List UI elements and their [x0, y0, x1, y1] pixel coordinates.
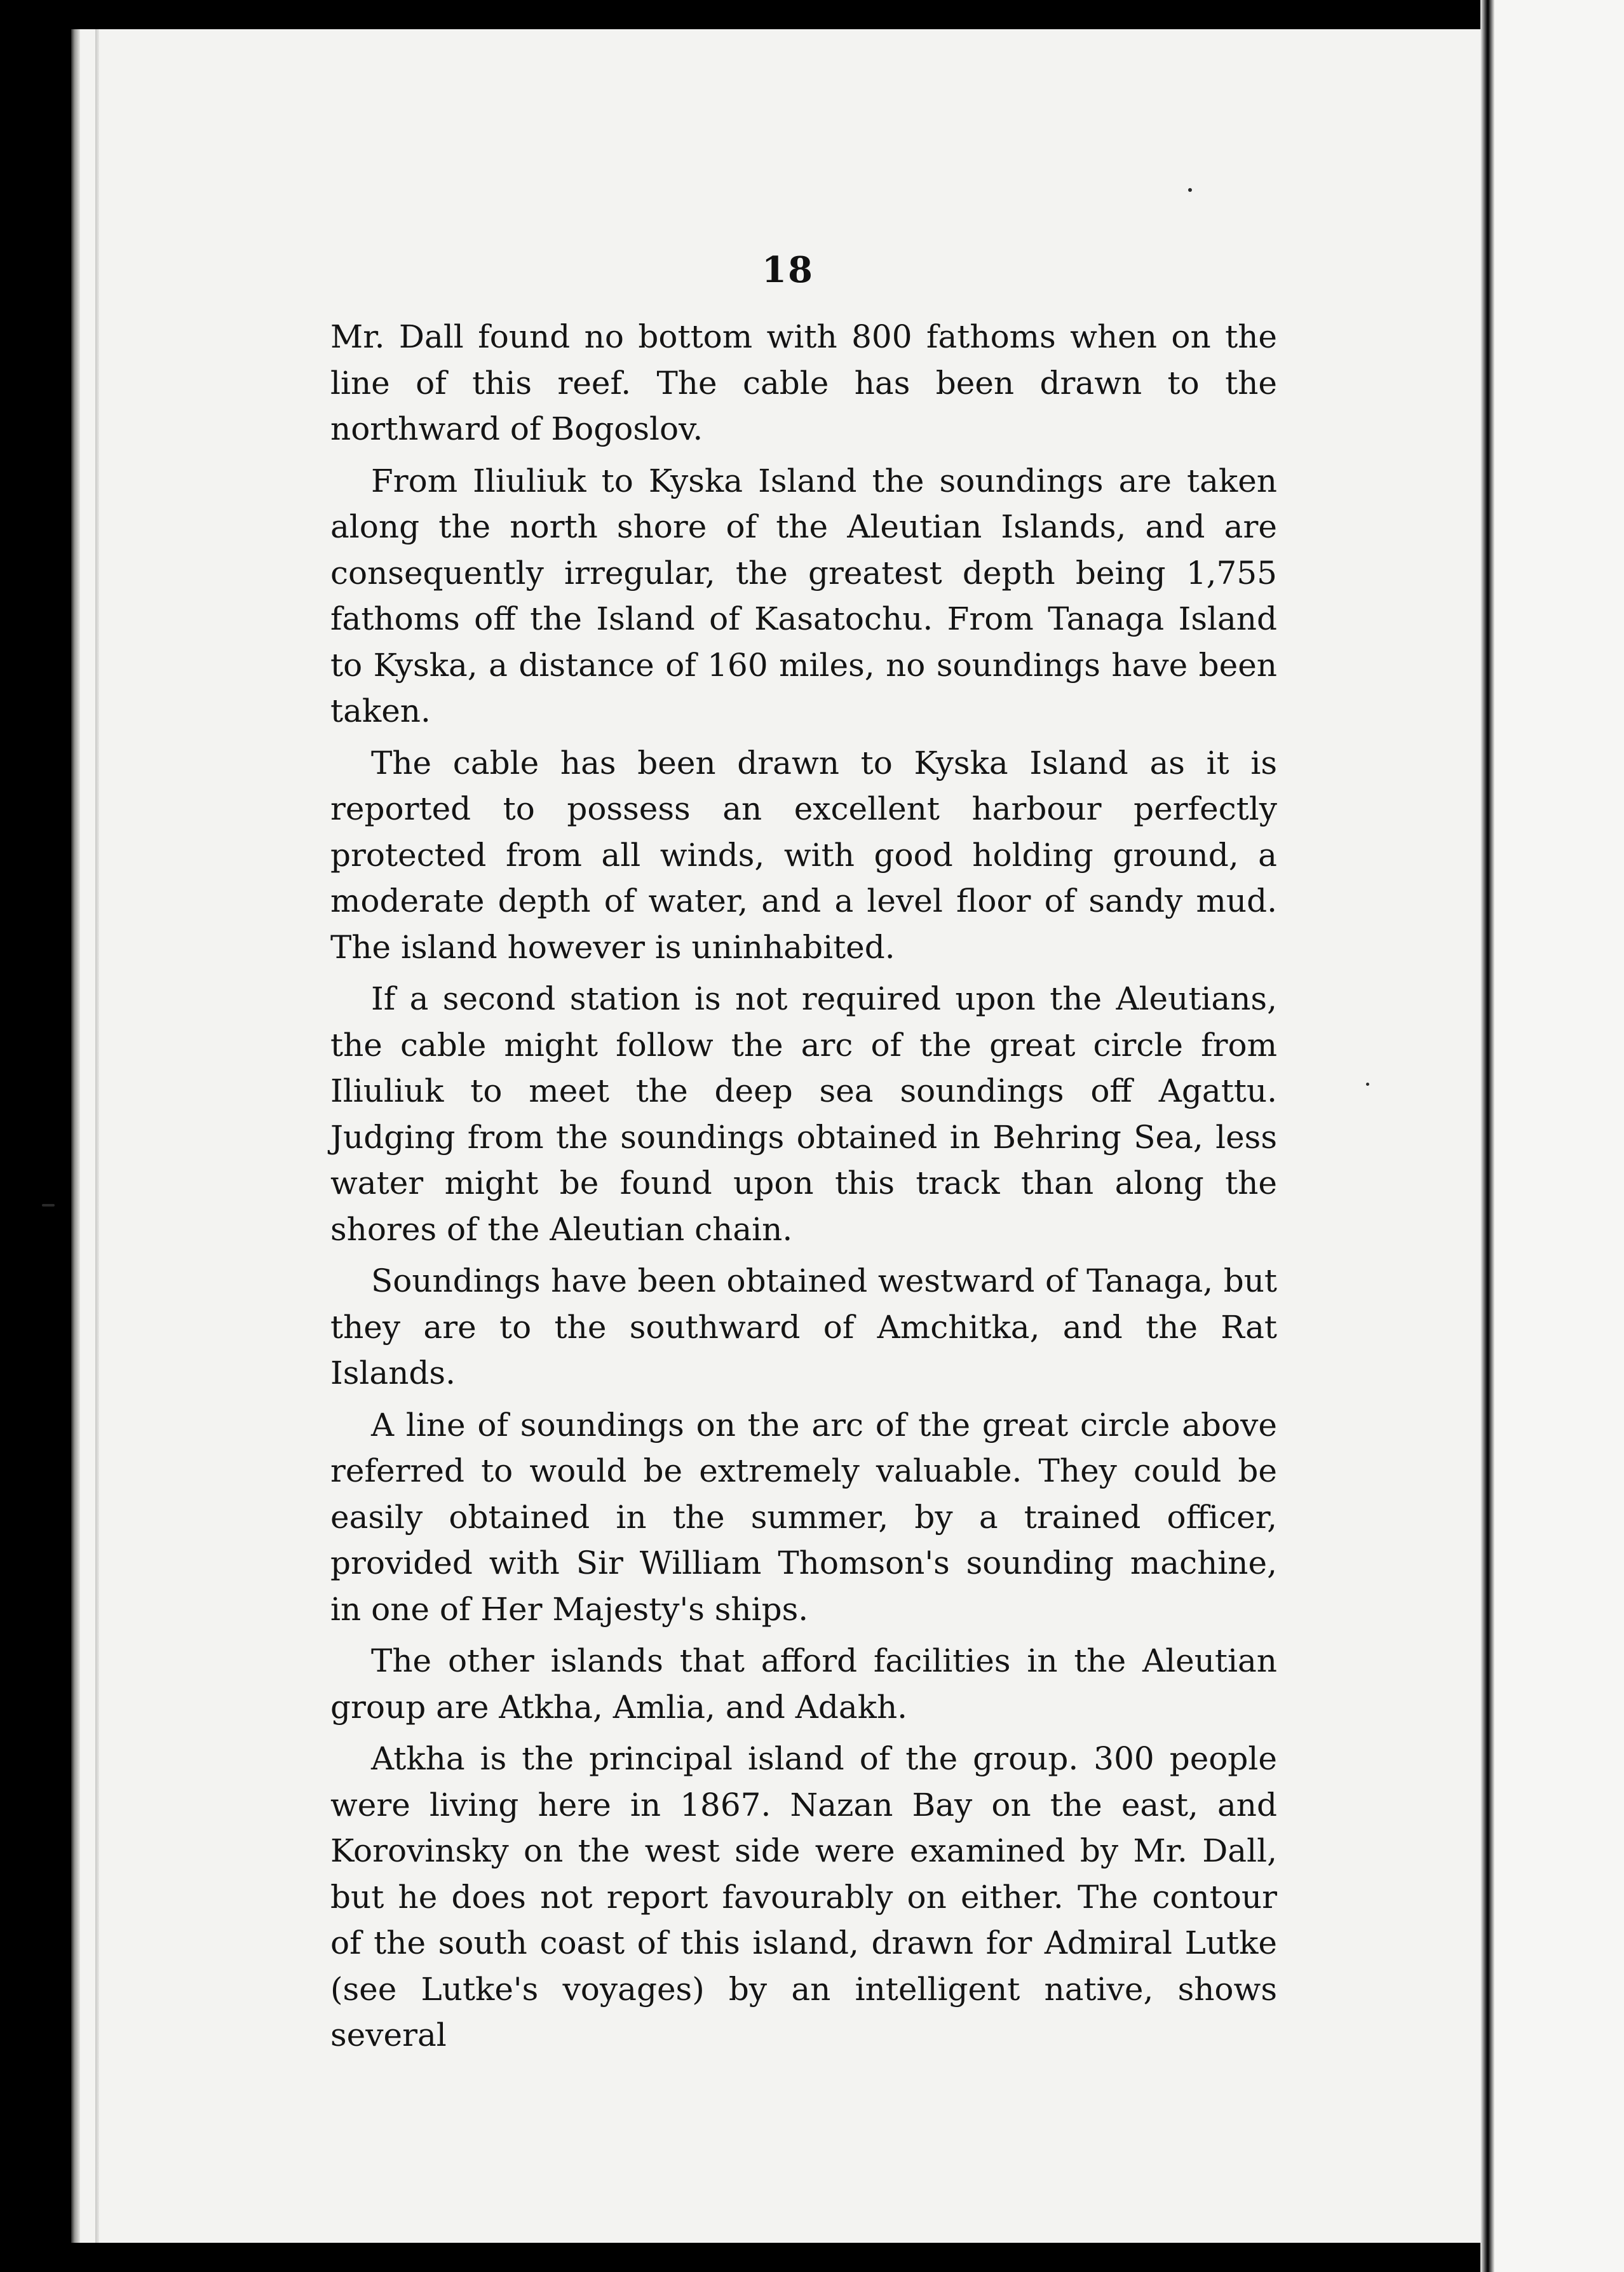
page-fold-shadow	[95, 29, 99, 2243]
facing-page-strip	[1487, 0, 1624, 2272]
paragraph: The other islands that afford facilities in the Aleutian group are Atkha, Amlia, and Adakh.	[330, 1642, 1277, 1726]
paragraph: From Iliuliuk to Kyska Island the soundings are taken along the north shore of the Aleutian Islands, and are consequently irregular, the greatest depth being 1,755 fathoms off the Island of Kasatochu. From Tanaga Island to Kyska, a distance of 160 miles, no soundings have been taken.	[330, 462, 1277, 729]
paragraph: Soundings have been obtained westward of Tanaga, but they are to the southward of Amchitka, and the Rat Islands.	[330, 1262, 1277, 1391]
paragraph: Atkha is the principal island of the group. 300 people were living here in 1867. Nazan Bay on the east, and Korovinsky on the west side were examined by Mr. Dall, but he does not report favourably on either. The contour of the south coast of this island, drawn for Admiral Lutke (see Lutke's voyages) by an intelligent native, shows several	[330, 1740, 1277, 2053]
book-gutter	[1480, 0, 1494, 2272]
page-number: 18	[762, 249, 814, 291]
paragraph: Mr. Dall found no bottom with 800 fathoms when on the line of this reef. The cable has been drawn to the northward of Bogoslov.	[330, 318, 1277, 447]
paragraph: The cable has been drawn to Kyska Island as it is reported to possess an excellent harbour perfectly protected from all winds, with good holding ground, a moderate depth of water, and a level floor of sandy mud. The island however is uninhabited.	[330, 744, 1277, 966]
paragraph: A line of soundings on the arc of the great circle above referred to would be extremely valuable. They could be easily obtained in the summer, by a trained officer, provided with Sir William Thomson's sounding machine, in one of Her Majesty's ships.	[330, 1406, 1277, 1628]
paper-speck	[1188, 188, 1192, 192]
paper-speck	[42, 1204, 55, 1207]
body-text	[330, 314, 1277, 2064]
paragraph: If a second station is not required upon the Aleutians, the cable might follow the arc of the great circle from Iliuliuk to meet the deep sea soundings off Agattu. Judging from the soundings obtained in Behring Sea, less water might be found upon this track than along the shores of the Aleutian chain.	[330, 980, 1277, 1248]
page-left-edge	[71, 29, 80, 2243]
paper-speck	[1366, 1083, 1369, 1086]
